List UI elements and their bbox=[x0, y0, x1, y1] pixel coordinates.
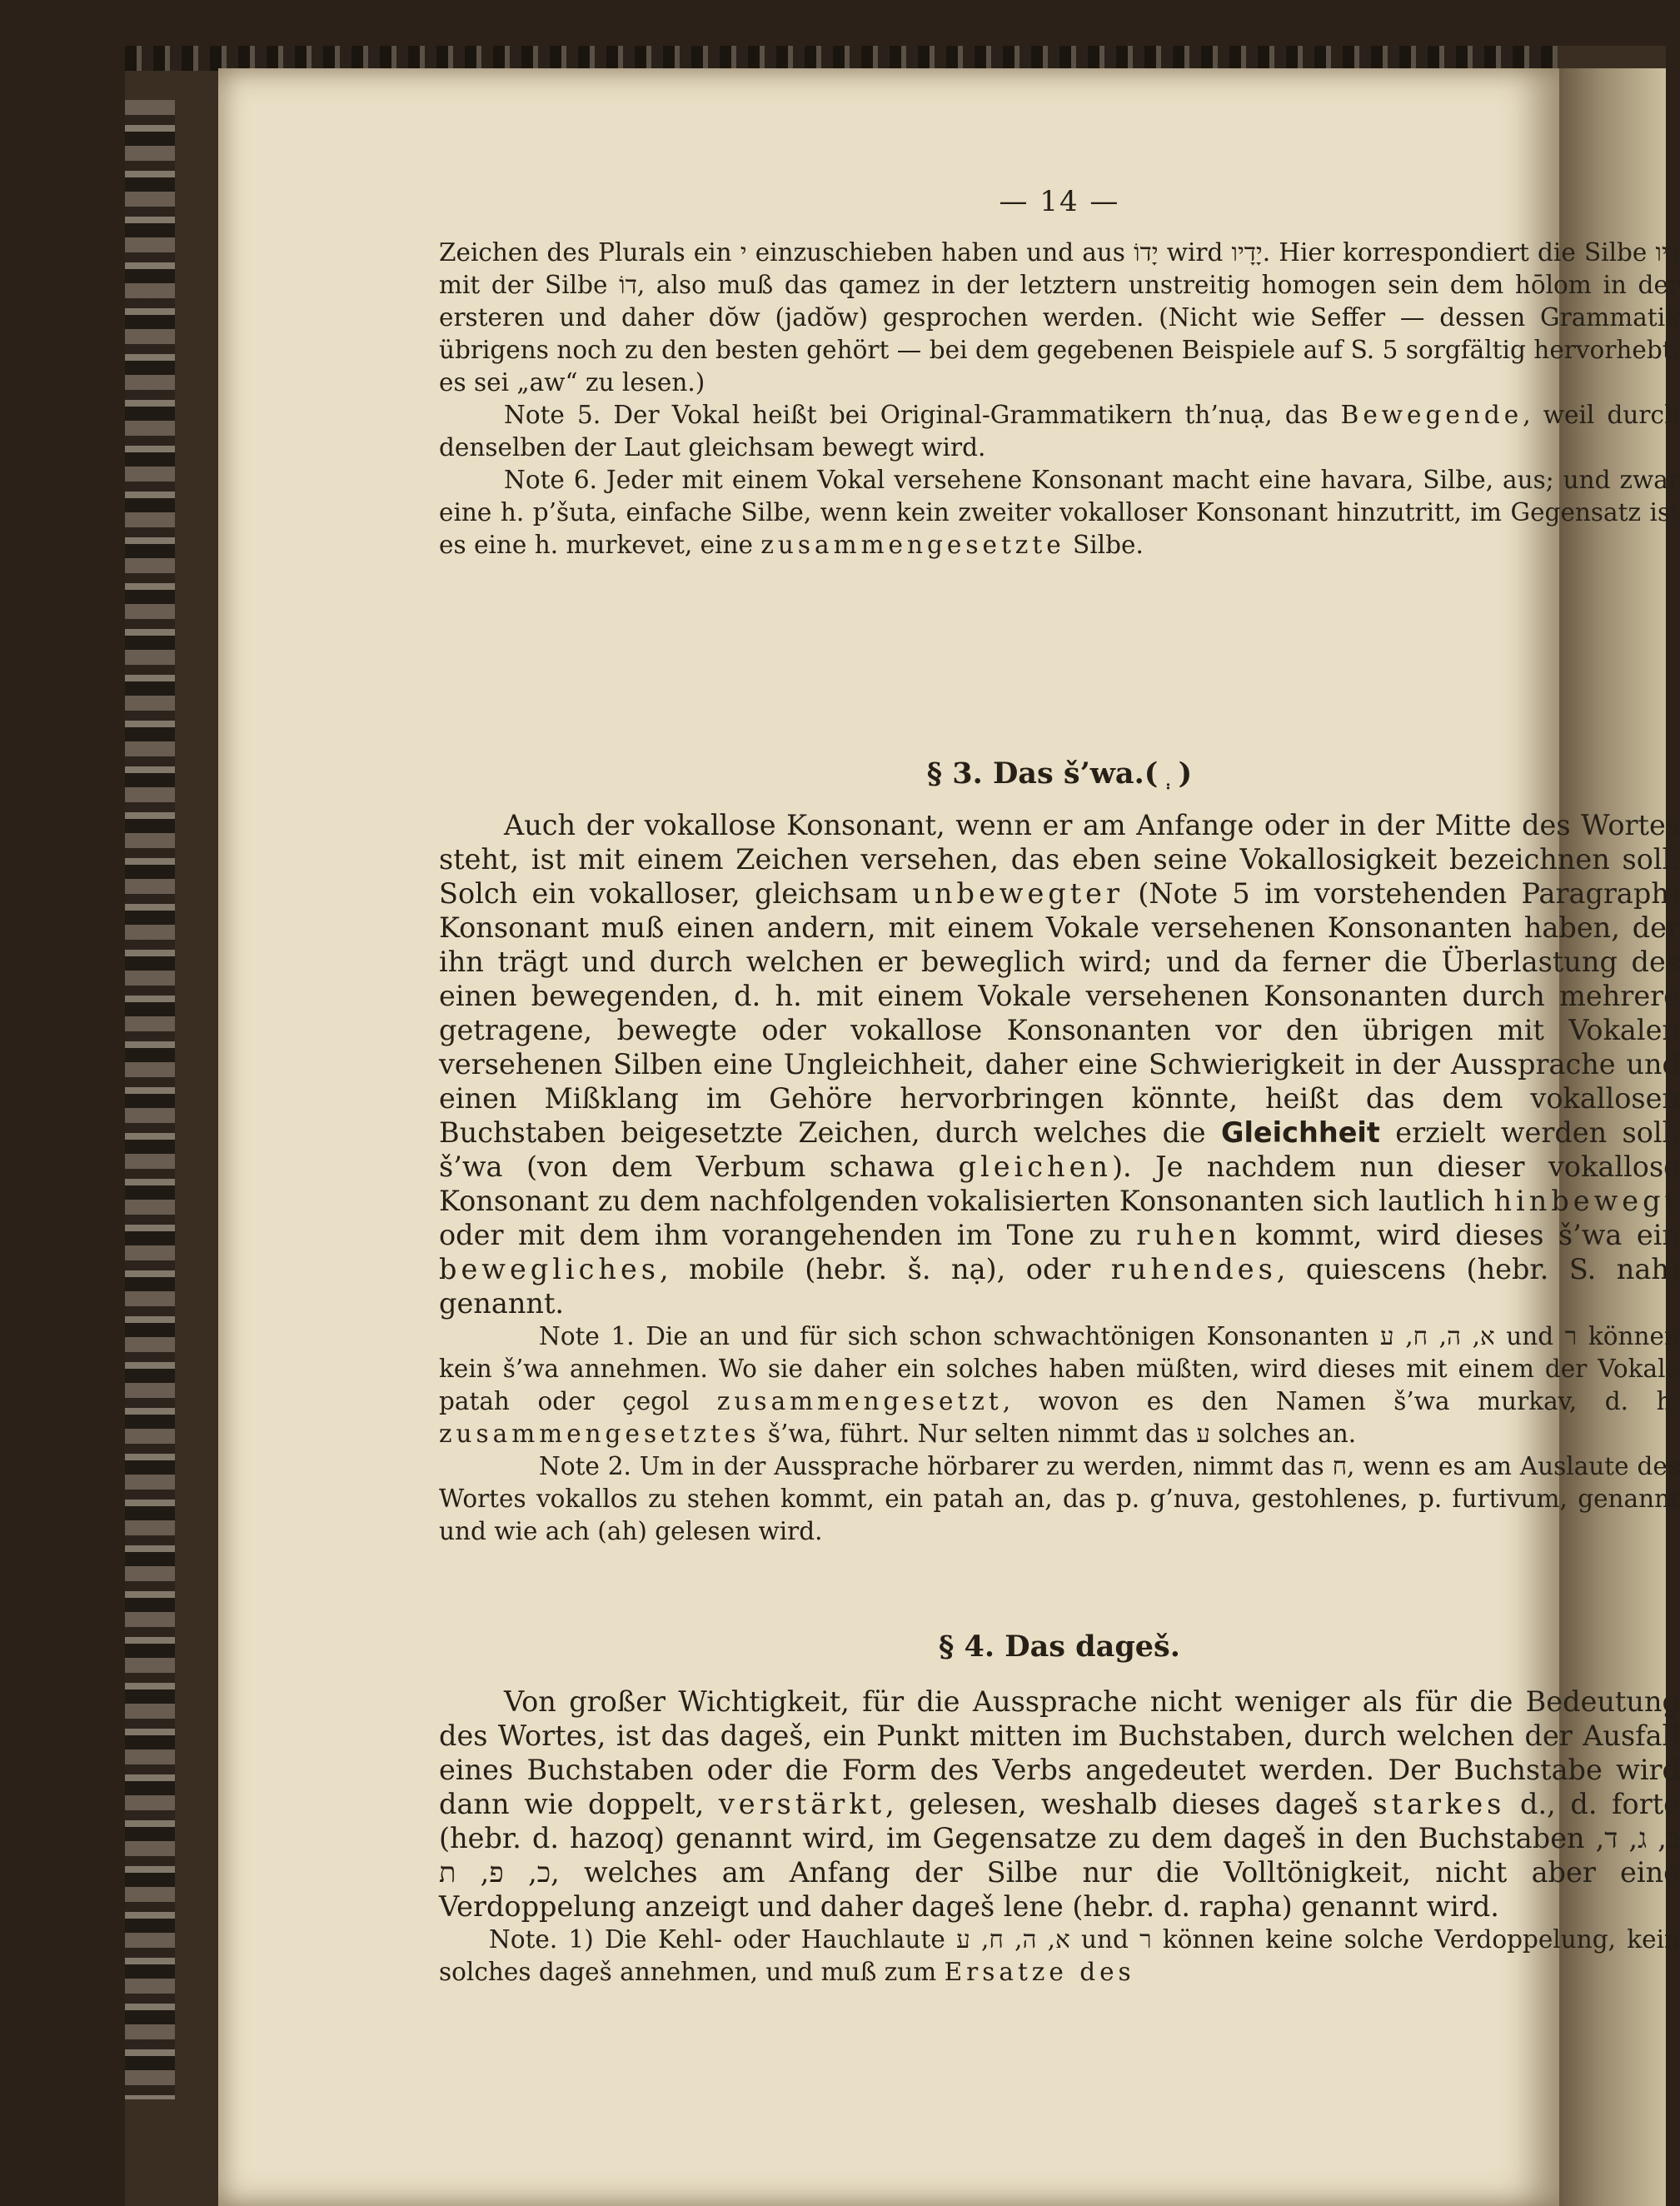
page-number: — 14 — bbox=[999, 185, 1120, 218]
section-4-body bbox=[439, 1684, 1680, 1989]
section-3-note-1 bbox=[439, 1320, 1680, 1450]
s3-text-h: , quiescens (hebr. S. nah) genannt. bbox=[439, 1253, 1680, 1320]
s3-spaced-ruhen: ruhen bbox=[1136, 1219, 1241, 1251]
section-3-note-2: Note 2. Um in der Aussprache hörbarer zu werden, nimmt das ח, wenn es am Auslaute des Wortes vokallos zu stehen kommt, ein patah an, das p. g’nuva, gestohlenes, p. furtivum, genannt und wie ach (ah) gelesen wird. bbox=[439, 1452, 1680, 1545]
s3-text-c: erzielt werden soll, š’wa (von dem Verbum schawa bbox=[439, 1116, 1680, 1183]
book-page bbox=[218, 68, 1680, 2206]
intro-paragraph: Zeichen des Plurals ein י einzuschieben haben und aus יָדוֹ wird יָדָיו. Hier korrespondiert die Silbe דָיו mit der Silbe דוֹ, also muß das qamez in der letztern unstreitig homogen sein dem hōlom in der ersteren und daher dŏw (jadŏw) gesprochen werden. (Nicht wie Seffer — dessen Grammatik übrigens noch zu den besten gehört — bei dem gegebenen Beispiele auf S. 5 sorgfältig hervorhebt, es sei „aw“ zu lesen.) bbox=[439, 238, 1680, 397]
s4-spaced-verstaerkt: verstärkt bbox=[718, 1788, 886, 1820]
s3-text-f: kommt, wird dieses š’wa ein bbox=[1240, 1219, 1680, 1251]
section-4-paragraph bbox=[439, 1684, 1680, 1924]
book-top-edge bbox=[125, 46, 1558, 71]
section-4-note bbox=[439, 1924, 1680, 1989]
note-6-text-a: Note 6. Jeder mit einem Vokal versehene Konsonant macht eine havara, Silbe, aus; und zwar eine h. p’šuta, einfache Silbe, wenn kein zweiter vokalloser Konsonant hinzutritt, im Gegensatz ist es eine h. murkevet, eine bbox=[439, 466, 1680, 559]
s4-text-b: , gelesen, weshalb dieses dageš bbox=[885, 1788, 1373, 1820]
s3-note1-a: Note 1. Die an und für sich schon schwachtönigen Konsonanten א, ה, ח, ע und ר können kein š’wa annehmen. Wo sie daher ein solches haben müßten, wird dieses mit einem der Vokale patah oder çegol bbox=[439, 1322, 1680, 1415]
intro-block bbox=[439, 237, 1680, 561]
marbled-spine bbox=[125, 100, 175, 2099]
s3-spaced-hinbewegt: hinbewegt bbox=[1493, 1185, 1680, 1217]
s4-spaced-starkes: starkes bbox=[1373, 1788, 1506, 1820]
note-6-text-b: Silbe. bbox=[1064, 531, 1144, 559]
s3-spaced-gleichen: gleichen bbox=[958, 1150, 1112, 1183]
s3-text-d: ). Je nachdem nun dieser vokallose Konsonant zu dem nachfolgenden vokalisierten Konsonanten sich lautlich bbox=[439, 1150, 1680, 1217]
note-5-spaced: Bewegende bbox=[1340, 401, 1523, 429]
section-4-heading: § 4. Das dageš. bbox=[939, 1630, 1180, 1664]
note-6-spaced: zusammengesetzte bbox=[760, 531, 1065, 559]
s3-spaced-unbewegter: unbewegter bbox=[912, 877, 1124, 910]
s3-spaced-ruhendes: ruhendes bbox=[1110, 1253, 1277, 1285]
section-3-paragraph bbox=[439, 808, 1680, 1320]
s4-text-a: Von großer Wichtigkeit, für die Aussprache nicht weniger als für die Bedeutung des Wortes, ist das dageš, ein Punkt mitten im Buchstaben, durch welchen der Ausfall eines Buchstaben oder die Form des Verbs angedeutet werden. Der Buchstabe wird dann wie doppelt, bbox=[439, 1685, 1680, 1820]
s3-text-a: Auch der vokallose Konsonant, wenn er am Anfange oder in der Mitte des Wortes steht, ist mit einem Zeichen versehen, das eben seine Vokallosigkeit bezeichnen soll. Solch ein vokalloser, gleichsam bbox=[439, 809, 1680, 910]
section-3-heading: § 3. Das š’wa.( ְ ) bbox=[926, 756, 1193, 791]
s3-note1-b: , wovon es den Namen š’wa murkav, d. h. bbox=[1002, 1387, 1680, 1415]
note-5-text-a: Note 5. Der Vokal heißt bei Original-Grammatikern th’nuạ, das bbox=[504, 401, 1341, 429]
note-5 bbox=[439, 399, 1680, 464]
s3-note1-spaced-2: zusammengesetztes bbox=[439, 1420, 760, 1448]
note-6 bbox=[439, 464, 1680, 561]
s4-note-a: Note. 1) Die Kehl- oder Hauchlaute א, ה, ח, ע und ר können keine solche Verdoppelung, kein solches dageš annehmen, und muß zum bbox=[439, 1925, 1680, 1986]
s4-text-c: d., d. forte (hebr. d. hazoq) genannt wird, im Gegensatze zu dem dageš in den Buchstaben ב, ג, ד, כ, פ, ת, welches am Anfang der Silbe nur die Volltönigkeit, nicht aber eine Verdoppelung anzeigt und daher dageš lene (hebr. d. rapha) genannt wird. bbox=[439, 1788, 1680, 1923]
s3-text-g: , mobile (hebr. š. nạ), oder bbox=[660, 1253, 1111, 1285]
s3-spaced-bewegliches: bewegliches bbox=[439, 1253, 660, 1285]
section-3-body bbox=[439, 808, 1680, 1548]
note-5-text-b: , weil durch denselben der Laut gleichsam bewegt wird. bbox=[439, 401, 1680, 462]
s3-bold-gleichheit: Gleichheit bbox=[1220, 1116, 1380, 1149]
s3-text-e: oder mit dem ihm vorangehenden im Tone zu bbox=[439, 1219, 1137, 1251]
s3-note1-c: š’wa, führt. Nur selten nimmt das ע solches an. bbox=[760, 1420, 1357, 1448]
s3-text-b: (Note 5 im vorstehenden Paragraph) Konsonant muß einen andern, mit einem Vokale versehenen Konsonanten haben, der ihn trägt und durch welchen er beweglich wird; und da ferner die Überlastung des einen bewegenden, d. h. mit einem Vokale versehenen Konsonanten durch mehrere getragene, bewegte oder vokallose Konsonanten vor den übrigen mit Vokalen versehenen Silben eine Ungleichheit, daher eine Schwierigkeit in der Aussprache und einen Mißklang im Gehöre hervorbringen könnte, heißt das dem vokallosen Buchstaben beigesetzte Zeichen, durch welches die bbox=[439, 877, 1680, 1149]
s4-note-spaced: Ersatze des bbox=[944, 1958, 1135, 1986]
s3-note1-spaced-1: zusammengesetzt bbox=[716, 1387, 1003, 1415]
